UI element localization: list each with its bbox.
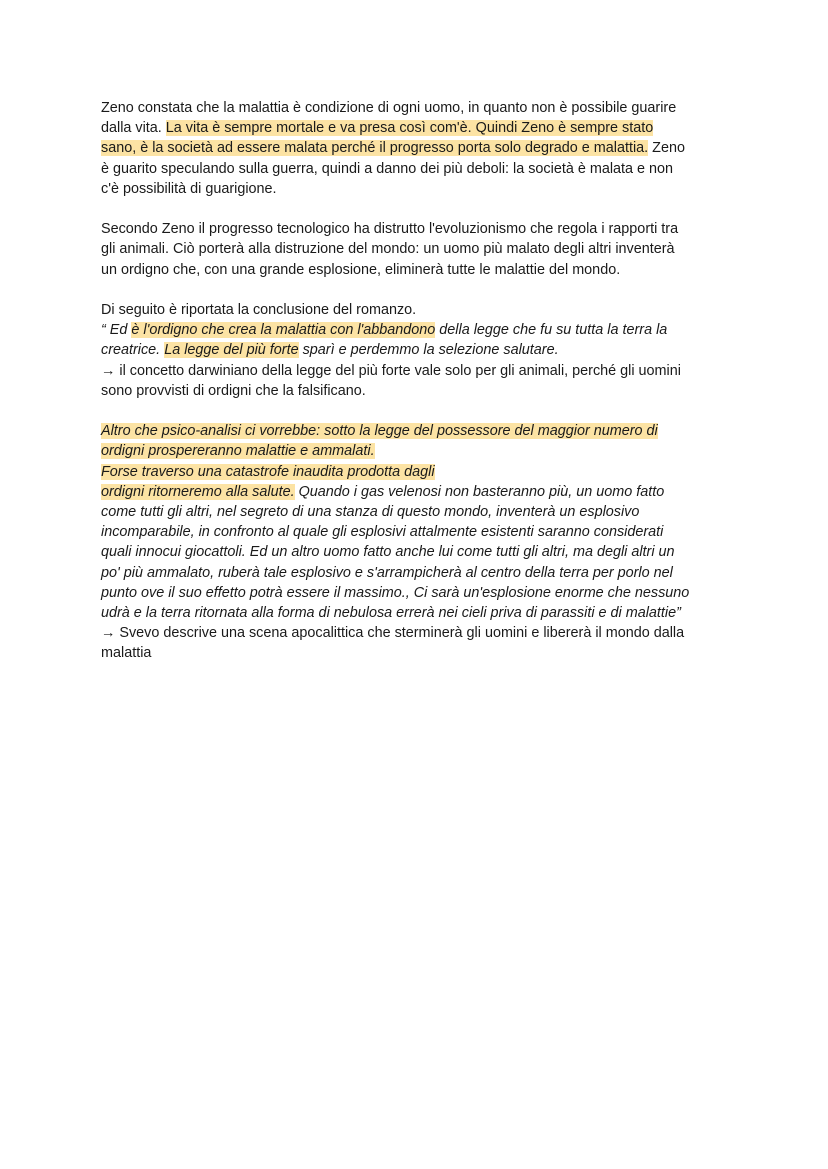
text-line [101,219,741,239]
paragraph-progresso [101,219,741,280]
highlighted-quote-text: Forse traverso una catastrofe inaudita prodotta dagli [101,463,435,480]
text-line [101,421,741,441]
text-line [101,502,741,522]
text-line [101,583,741,603]
text-line [101,482,741,502]
text-line [101,623,741,643]
text-span: Di seguito è riportata la conclusione del romanzo. [101,302,417,318]
highlighted-text: La vita è sempre mortale e va presa così com'è. Quindi Zeno è sempre stato [165,120,654,137]
text-span: gli animali. Ciò porterà alla distruzione del mondo: un uomo più malato degli altri inventerà [101,241,675,258]
text-line [101,300,741,320]
highlighted-quote-text: La legge del più forte [164,342,299,359]
text-span: un ordigno che, con una grande esplosione, eliminerà tutte le malattie del mondo. [101,261,621,278]
highlighted-quote-text: ordigni prospereranno malattie e ammalati. [101,443,375,460]
quote-text: quali innocui giocattoli. Ed un altro uomo fatto anche lui come tutti gli altri, ma degli altri un [101,544,675,561]
text-line [101,239,741,259]
paragraph-zeno-malattia [101,98,741,199]
text-line [101,118,741,138]
quote-text: punto ove il suo effetto potrà essere il massimo., Ci sarà un'esplosione enorme che nessuno [101,584,690,601]
text-span: è guarito speculando sulla guerra, quindi a danno dei più deboli: la società è malata e non [101,160,674,177]
text-line [101,361,741,381]
quote-text: sparì e perdemmo la selezione salutare. [298,342,559,359]
text-span: malattia [101,645,152,662]
highlighted-quote-text: è l'ordigno che crea la malattia con l'abbandono [131,322,436,339]
highlighted-quote-text: Altro che psico-analisi ci vorrebbe: sotto la legge del possessore del maggior numero di [101,423,658,440]
text-span: sono provvisti di ordigni che la falsificano. [101,382,366,399]
paragraph-citazione-finale [101,421,741,663]
text-span: dalla vita. [101,120,166,137]
quote-text: creatrice. [101,342,165,359]
text-line [101,522,741,542]
text-line [101,320,741,340]
text-line [101,340,741,360]
text-line [101,179,741,199]
paragraph-spacer [101,280,741,300]
text-span: → Svevo descrive una scena apocalittica che sterminerà gli uomini e libererà il mondo dalla [101,625,685,642]
highlighted-quote-text: ordigni ritorneremo alla salute. [101,483,295,500]
quote-text: della legge che fu su tutta la terra la [435,322,668,339]
quote-text: udrà e la terra ritornata alla forma di nebulosa errerà nei cieli priva di parassiti e di malattie” [101,605,681,622]
text-span: Secondo Zeno il progresso tecnologico ha distrutto l'evoluzionismo che regola i rapporti tra [101,221,679,238]
quote-text: “ Ed [101,322,132,339]
text-line [101,159,741,179]
text-line [101,441,741,461]
text-line [101,138,741,158]
paragraph-conclusione [101,300,741,401]
text-line [101,643,741,663]
quote-text: come tutti gli altri, nel segreto di una stanza di questo mondo, inventerà un esplosivo [101,504,640,521]
text-line [101,603,741,623]
text-span: → il concetto darwiniano della legge del più forte vale solo per gli animali, perché gli uomini [101,362,681,379]
text-line [101,260,741,280]
quote-text: Quando i gas velenosi non basteranno più, un uomo fatto [294,483,665,500]
text-line [101,563,741,583]
paragraph-spacer [101,401,741,421]
text-line [101,462,741,482]
text-span: Zeno constata che la malattia è condizione di ogni uomo, in quanto non è possibile guarire [101,100,677,116]
highlighted-text: sano, è la società ad essere malata perché il progresso porta solo degrado e malattia. [101,140,649,157]
document-page [101,98,741,664]
paragraph-spacer [101,199,741,219]
text-line [101,381,741,401]
quote-text: po' più ammalato, ruberà tale esplosivo e s'arrampicherà al centro della terra per porlo nel [101,564,673,581]
text-span: Zeno [648,140,685,157]
text-line [101,542,741,562]
quote-text: incomparabile, in confronto al quale gli esplosivi attalmente esistenti saranno considerati [101,524,664,541]
text-span: c'è possibilità di guarigione. [101,180,277,197]
text-line [101,98,741,118]
